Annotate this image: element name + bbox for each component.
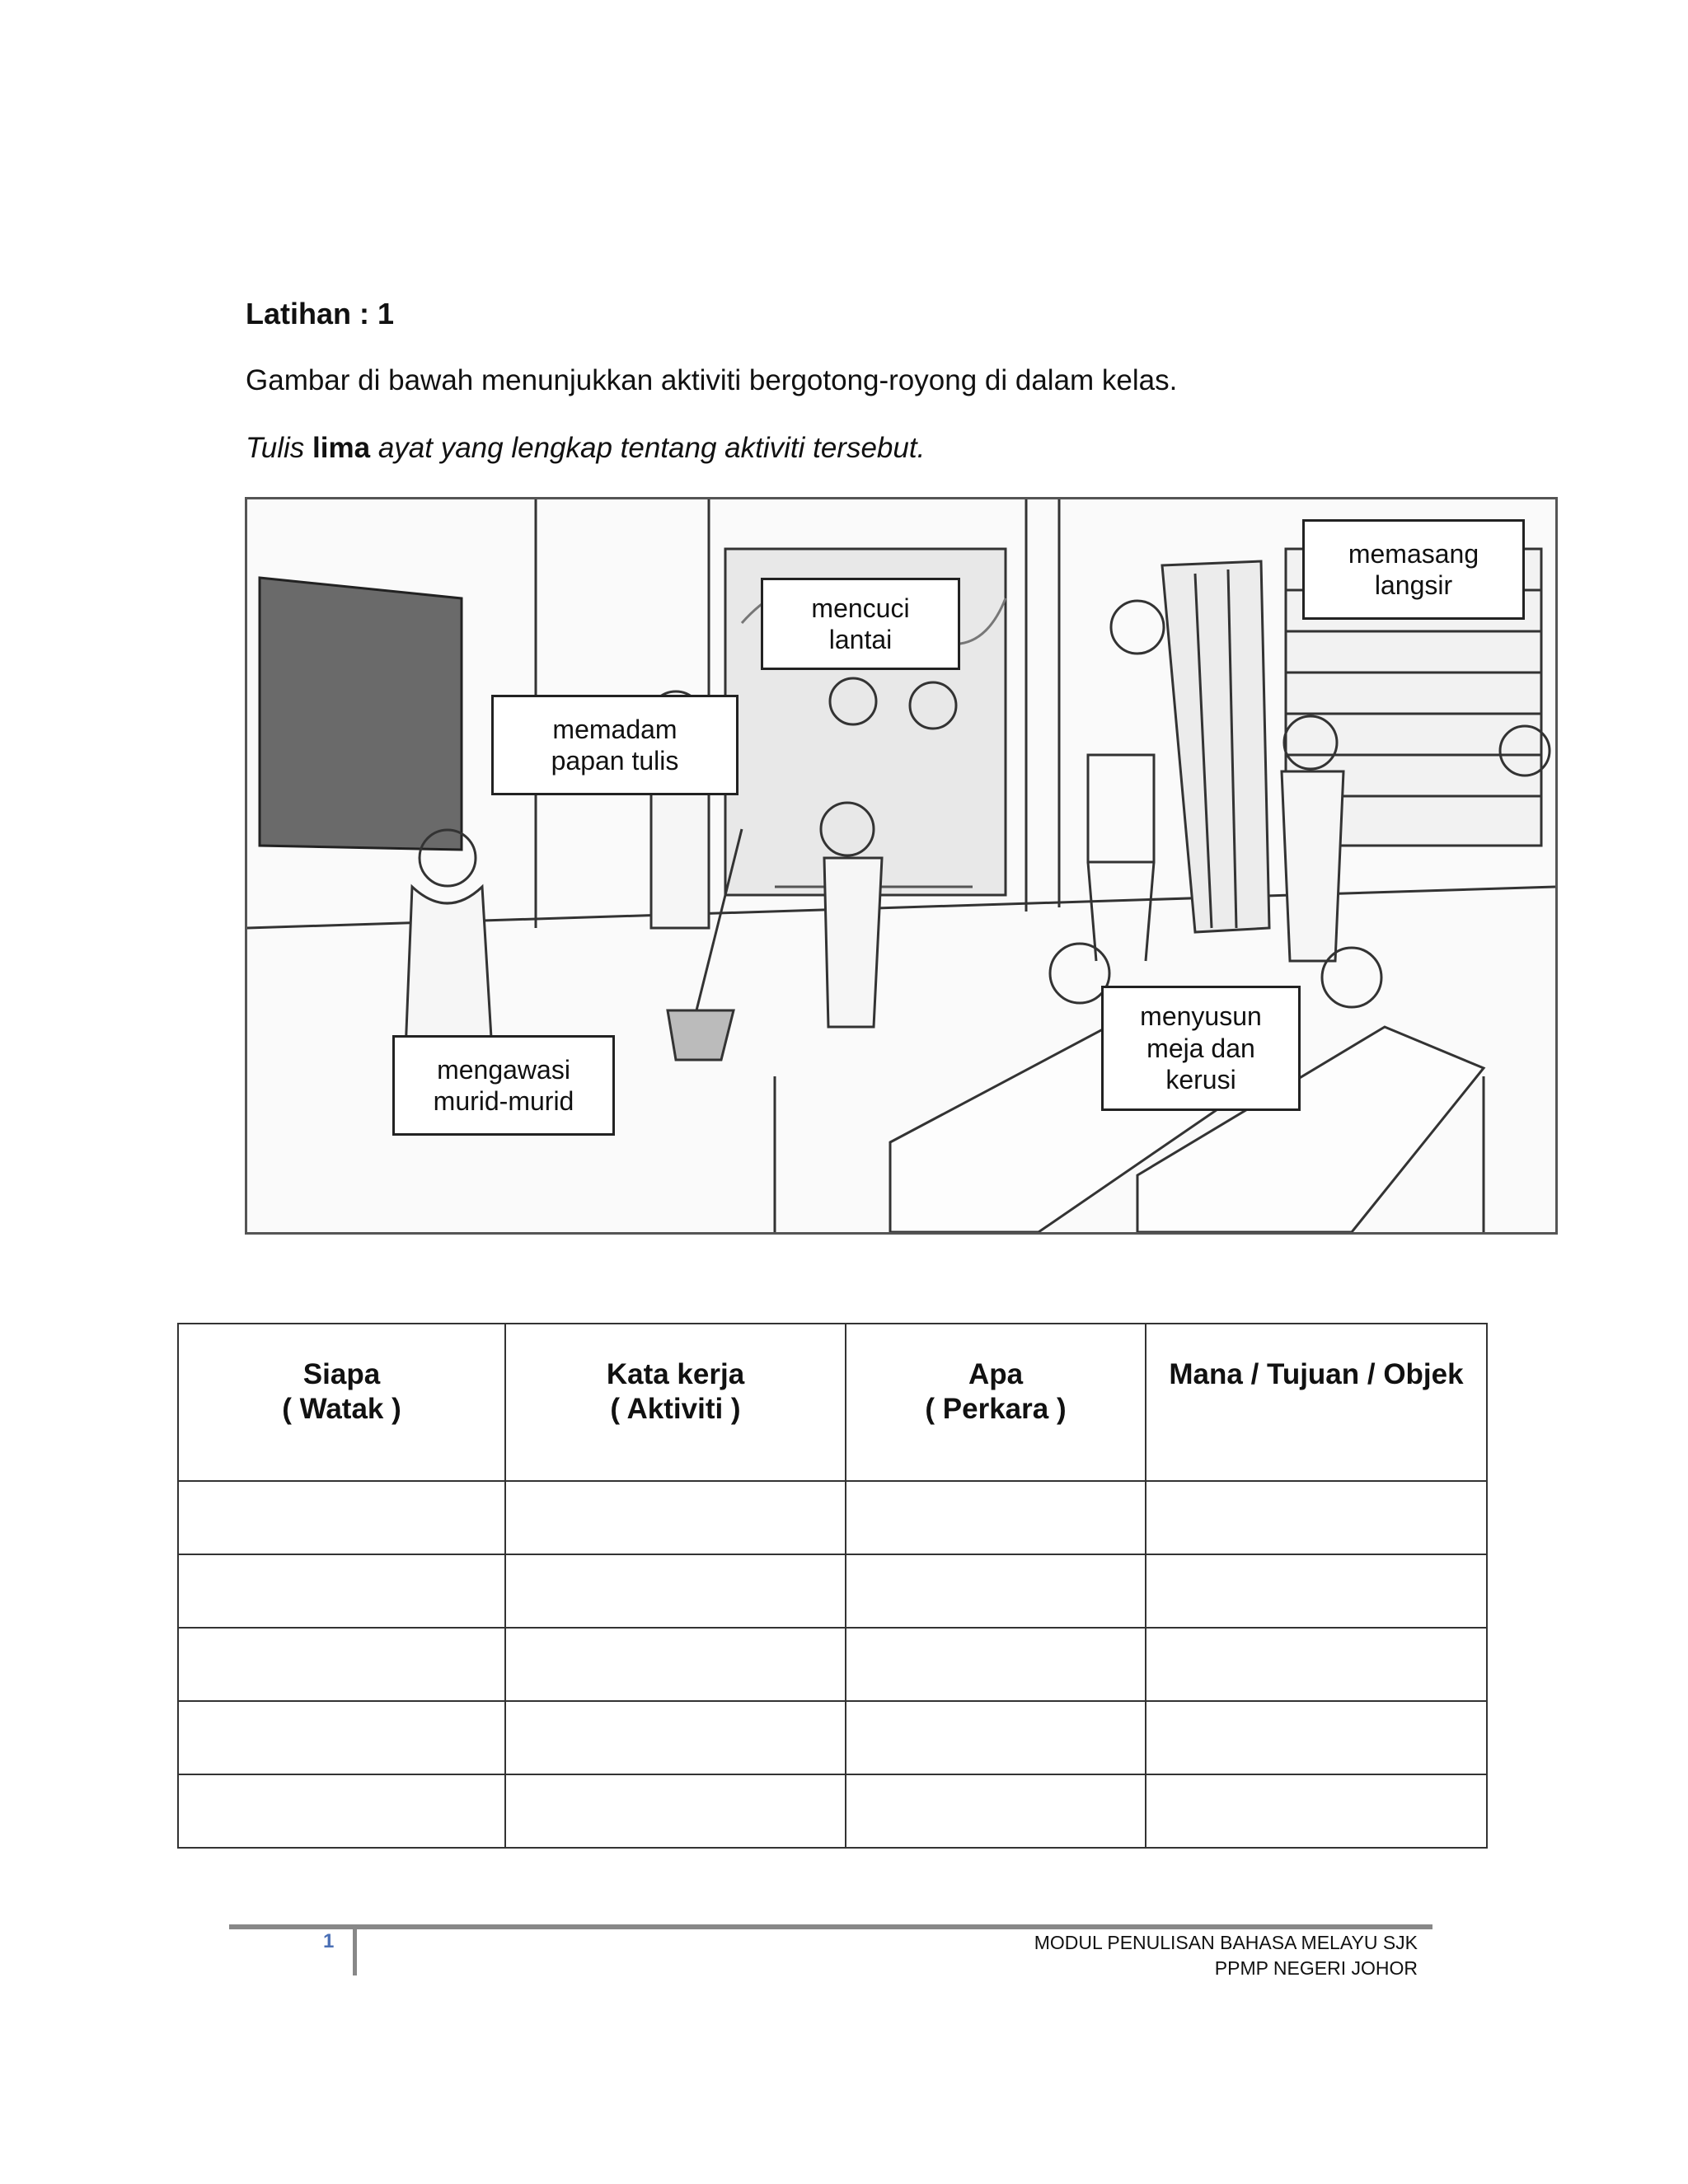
header-siapa: Siapa ( Watak ) <box>178 1324 505 1481</box>
answer-cell[interactable] <box>505 1481 846 1554</box>
task-prefix: Tulis <box>246 432 305 464</box>
answer-cell[interactable] <box>178 1628 505 1701</box>
page-number: 1 <box>323 1930 335 1952</box>
worksheet-table <box>177 1323 1488 1849</box>
footer-divider <box>353 1926 357 1975</box>
answer-cell[interactable] <box>846 1701 1146 1774</box>
answer-cell[interactable] <box>1146 1481 1487 1554</box>
task-bold-word: lima <box>312 432 371 464</box>
answer-cell[interactable] <box>178 1701 505 1774</box>
header-apa: Apa ( Perkara ) <box>846 1324 1146 1481</box>
classroom-illustration <box>245 497 1558 1235</box>
answer-cell[interactable] <box>846 1481 1146 1554</box>
answer-cell[interactable] <box>505 1554 846 1628</box>
table-row <box>178 1774 1487 1848</box>
callout-memasang-langsir: memasang langsir <box>1302 519 1525 620</box>
instruction-text: Gambar di bawah menunjukkan aktiviti bergotong-royong di dalam kelas. <box>246 364 1178 396</box>
table-row <box>178 1701 1487 1774</box>
answer-cell[interactable] <box>178 1774 505 1848</box>
answer-cell[interactable] <box>846 1628 1146 1701</box>
answer-cell[interactable] <box>505 1628 846 1701</box>
callout-menyusun-meja-dan-kerusi: menyusun meja dan kerusi <box>1101 986 1301 1111</box>
task-suffix: ayat yang lengkap tentang aktiviti tersebut. <box>377 432 926 464</box>
answer-cell[interactable] <box>1146 1628 1487 1701</box>
task-text <box>246 432 925 465</box>
answer-cell[interactable] <box>178 1554 505 1628</box>
answer-cell[interactable] <box>178 1481 505 1554</box>
answer-cell[interactable] <box>505 1774 846 1848</box>
callout-mencuci-lantai: mencuci lantai <box>761 578 960 670</box>
answer-cell[interactable] <box>505 1701 846 1774</box>
exercise-heading: Latihan : 1 <box>246 297 395 330</box>
footer-rule <box>229 1924 1432 1929</box>
header-mana: Mana / Tujuan / Objek <box>1146 1324 1487 1481</box>
table-row <box>178 1481 1487 1554</box>
answer-cell[interactable] <box>1146 1701 1487 1774</box>
answer-cell[interactable] <box>846 1554 1146 1628</box>
table-row <box>178 1554 1487 1628</box>
header-kata-kerja: Kata kerja ( Aktiviti ) <box>505 1324 846 1481</box>
answer-cell[interactable] <box>1146 1554 1487 1628</box>
answer-cell[interactable] <box>846 1774 1146 1848</box>
answer-cell[interactable] <box>1146 1774 1487 1848</box>
footer-text: MODUL PENULISAN BAHASA MELAYU SJK PPMP NEGERI JOHOR <box>1034 1932 1418 1980</box>
callout-memadam-papan-tulis: memadam papan tulis <box>491 695 738 795</box>
callout-mengawasi-murid-murid: mengawasi murid-murid <box>392 1035 615 1136</box>
table-header-row <box>178 1324 1487 1481</box>
table-row <box>178 1628 1487 1701</box>
